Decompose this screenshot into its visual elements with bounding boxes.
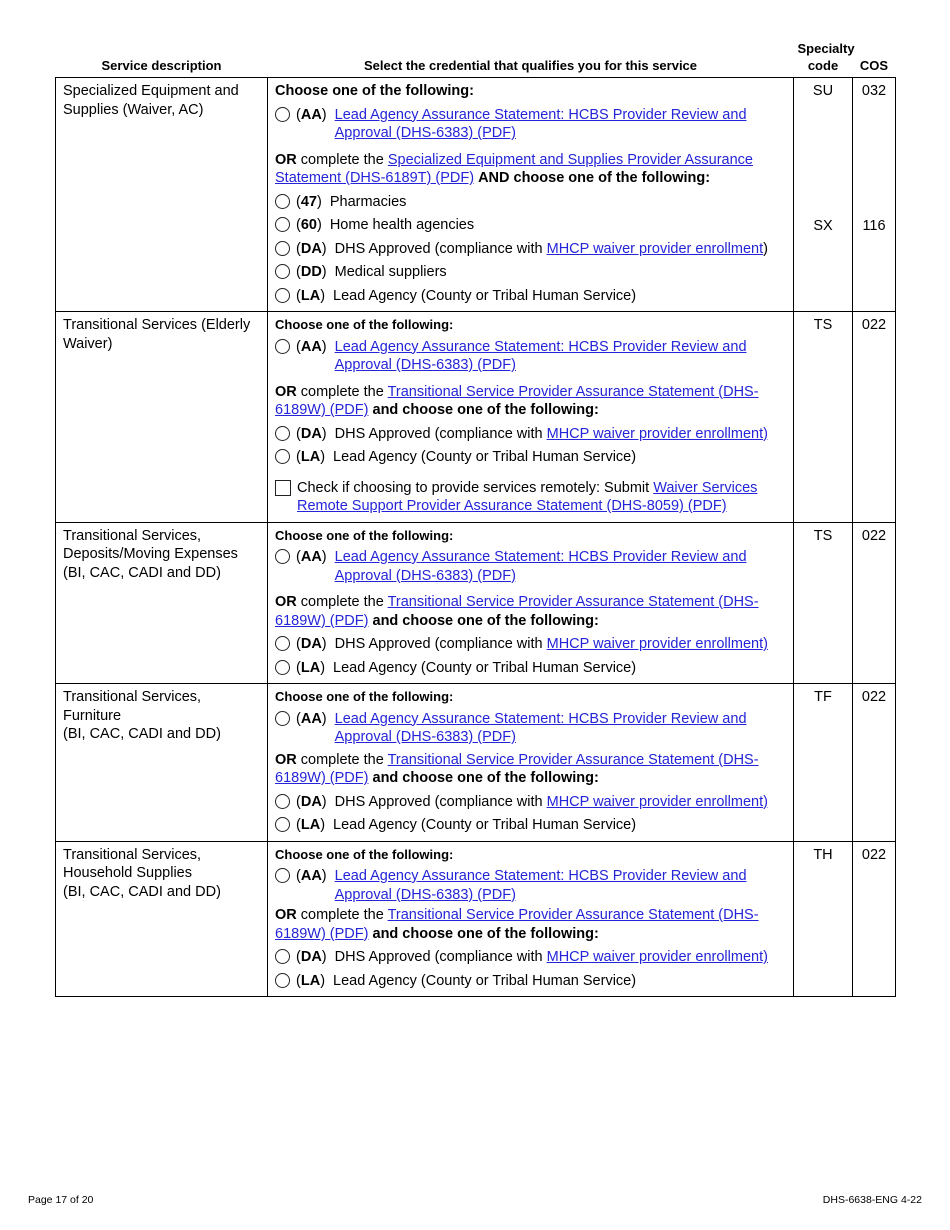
- service-line: Transitional Services,: [63, 846, 202, 863]
- radio-da[interactable]: [275, 241, 290, 256]
- choose-heading: Choose one of the following:: [275, 527, 454, 543]
- table-row: [56, 684, 896, 842]
- link-dhs-6189w[interactable]: Transitional Service Provider Assurance Statement (DHS-6189W) (PDF): [275, 751, 759, 786]
- table-row: [56, 522, 896, 684]
- complete-text: complete the: [300, 151, 384, 168]
- page-number: Page 17 of 20: [28, 1194, 94, 1206]
- specialty-code: TS: [794, 312, 853, 523]
- choose-heading: Choose one of the following:: [275, 689, 454, 704]
- option-text: DHS Approved (compliance with: [334, 425, 543, 442]
- complete-text: complete the: [300, 383, 384, 400]
- cos-code: 022: [853, 684, 896, 842]
- service-line: Furniture: [63, 707, 122, 724]
- radio-la[interactable]: [275, 973, 290, 988]
- option-text: Home health agencies: [329, 217, 475, 233]
- option-da: (DA) DHS Approved (compliance with MHCP waiver provider enrollment): [275, 240, 786, 259]
- option-text: DHS Approved (compliance with: [334, 949, 543, 965]
- option-60: (60) Home health agencies: [275, 216, 786, 235]
- or-word: OR: [275, 151, 297, 168]
- option-la: (LA) Lead Agency (County or Tribal Human Service): [275, 287, 786, 306]
- link-dhs-6189w[interactable]: Transitional Service Provider Assurance Statement (DHS-6189W) (PDF): [275, 383, 759, 418]
- option-code: 47: [300, 193, 317, 210]
- option-code: DA: [300, 636, 322, 652]
- service-line: Transitional Services,: [63, 527, 202, 544]
- radio-47[interactable]: [275, 194, 290, 209]
- option-text: Medical suppliers: [334, 264, 447, 280]
- option-code: AA: [300, 549, 322, 565]
- and-text: and choose one of the following:: [372, 770, 599, 786]
- remote-option: [275, 479, 786, 516]
- and-text: AND choose one of the following:: [478, 170, 711, 186]
- option-text: Lead Agency (County or Tribal Human Service): [333, 972, 637, 989]
- remote-checkbox[interactable]: [275, 480, 291, 496]
- credential-cell: [268, 684, 794, 842]
- remote-text: Check if choosing to provide services remotely: Submit: [297, 479, 650, 496]
- and-text: and choose one of the following:: [372, 612, 599, 629]
- specialty-code: TF: [794, 684, 853, 842]
- option-code: LA: [300, 449, 321, 465]
- link-mhcp-enrollment[interactable]: MHCP waiver provider enrollment): [546, 793, 768, 810]
- cos-code: 022: [853, 841, 896, 997]
- option-code: AA: [300, 106, 322, 123]
- radio-la[interactable]: [275, 449, 290, 464]
- radio-da[interactable]: [275, 949, 290, 964]
- radio-la[interactable]: [275, 660, 290, 675]
- service-description: [56, 684, 268, 842]
- service-line: Deposits/Moving Expenses: [63, 546, 238, 562]
- option-code: AA: [300, 868, 322, 884]
- service-line: Household Supplies: [63, 865, 192, 881]
- option-la: (LA) Lead Agency (County or Tribal Human Service): [275, 448, 786, 467]
- specialty-code: TH: [794, 841, 853, 997]
- option-aa: (AA) Lead Agency Assurance Statement: HCBS Provider Review and Approval (DHS-6383) (PDF): [275, 867, 786, 904]
- or-word: OR: [275, 594, 297, 610]
- choose-heading: Choose one of the following:: [275, 83, 474, 99]
- option-code: DA: [300, 240, 322, 257]
- cos-value: 116: [862, 217, 886, 234]
- choose-heading: Choose one of the following:: [275, 846, 454, 862]
- option-code: LA: [300, 287, 321, 304]
- service-line: (BI, CAC, CADI and DD): [63, 883, 221, 900]
- service-description: [56, 841, 268, 997]
- option-text: Lead Agency (County or Tribal Human Service): [333, 817, 637, 833]
- option-la: (LA) Lead Agency (County or Tribal Human Service): [275, 659, 786, 678]
- link-dhs-6383[interactable]: Lead Agency Assurance Statement: HCBS Provider Review and Approval (DHS-6383) (PDF): [334, 868, 747, 903]
- radio-dd[interactable]: [275, 264, 290, 279]
- form-number: DHS-6638-ENG 4-22: [822, 1194, 922, 1206]
- credential-cell: [268, 522, 794, 684]
- specialty-code: [794, 78, 853, 312]
- option-code: AA: [300, 338, 322, 355]
- credential-cell: [268, 841, 794, 997]
- option-code: DA: [300, 793, 322, 810]
- or-word: OR: [275, 907, 297, 923]
- option-da: (DA) DHS Approved (compliance with MHCP waiver provider enrollment): [275, 425, 786, 444]
- option-text: Lead Agency (County or Tribal Human Service): [333, 287, 637, 304]
- header-specialty: Specialty code: [797, 41, 855, 73]
- or-word: OR: [275, 751, 297, 768]
- option-text: Lead Agency (County or Tribal Human Service): [333, 659, 637, 676]
- service-description: Specialized Equipment and Supplies (Waiver, AC): [56, 78, 268, 312]
- link-mhcp-enrollment[interactable]: MHCP waiver provider enrollment: [546, 240, 764, 257]
- option-code: DA: [300, 949, 322, 965]
- option-code: AA: [300, 710, 322, 727]
- option-da: (DA) DHS Approved (compliance with MHCP waiver provider enrollment): [275, 948, 786, 967]
- link-dhs-6383[interactable]: Lead Agency Assurance Statement: HCBS Provider Review and Approval (DHS-6383) (PDF): [334, 106, 747, 141]
- choose-heading: Choose one of the following:: [275, 317, 454, 332]
- link-dhs-6189w[interactable]: Transitional Service Provider Assurance Statement (DHS-6189W) (PDF): [275, 594, 759, 629]
- option-aa: (AA) Lead Agency Assurance Statement: HCBS Provider Review and Approval (DHS-6383) (PDF): [275, 710, 786, 747]
- link-dhs-6383[interactable]: Lead Agency Assurance Statement: HCBS Provider Review and Approval (DHS-6383) (PDF): [334, 338, 747, 373]
- option-code: DD: [300, 264, 322, 280]
- link-mhcp-enrollment[interactable]: MHCP waiver provider enrollment): [546, 636, 768, 652]
- radio-la[interactable]: [275, 288, 290, 303]
- link-dhs-8059[interactable]: Waiver Services Remote Support Provider Assurance Statement (DHS-8059) (PDF): [297, 479, 758, 514]
- service-description: [56, 522, 268, 684]
- header-credential: Select the credential that qualifies you for this service: [363, 58, 698, 73]
- link-dhs-6383[interactable]: Lead Agency Assurance Statement: HCBS Provider Review and Approval (DHS-6383) (PDF): [334, 549, 747, 584]
- radio-aa[interactable]: [275, 339, 290, 354]
- credential-cell: [268, 78, 794, 312]
- table-row: [56, 312, 896, 523]
- or-word: OR: [275, 383, 297, 400]
- option-code: LA: [300, 817, 321, 833]
- option-47: (47) Pharmacies: [275, 193, 786, 212]
- and-text: and choose one of the following:: [372, 402, 599, 418]
- option-tail: ): [763, 240, 768, 257]
- option-da: (DA) DHS Approved (compliance with MHCP waiver provider enrollment): [275, 793, 786, 812]
- service-line: (BI, CAC, CADI and DD): [63, 564, 221, 581]
- option-text: DHS Approved (compliance with: [334, 793, 543, 810]
- header-service: Service description: [101, 58, 222, 73]
- table-row: [56, 78, 896, 312]
- service-description: Transitional Services (Elderly Waiver): [56, 312, 268, 523]
- or-complete: [275, 593, 786, 630]
- complete-text: complete the: [300, 751, 384, 768]
- cos-value: 032: [861, 83, 887, 99]
- option-da: (DA) DHS Approved (compliance with MHCP waiver provider enrollment): [275, 635, 786, 654]
- radio-aa[interactable]: [275, 549, 290, 564]
- link-mhcp-enrollment[interactable]: MHCP waiver provider enrollment): [546, 425, 768, 442]
- option-code: DA: [300, 425, 322, 442]
- credential-cell: [268, 312, 794, 523]
- or-complete: [275, 151, 786, 188]
- or-complete: [275, 383, 786, 420]
- option-code: LA: [300, 972, 321, 989]
- radio-60[interactable]: [275, 217, 290, 232]
- radio-da[interactable]: [275, 794, 290, 809]
- cos-code: 022: [853, 522, 896, 684]
- option-aa: (AA) Lead Agency Assurance Statement: HCBS Provider Review and Approval (DHS-6383) (PDF): [275, 338, 786, 375]
- link-mhcp-enrollment[interactable]: MHCP waiver provider enrollment): [546, 949, 768, 965]
- link-dhs-6383[interactable]: Lead Agency Assurance Statement: HCBS Provider Review and Approval (DHS-6383) (PDF): [334, 710, 747, 745]
- option-text: Pharmacies: [329, 193, 407, 210]
- option-dd: (DD) Medical suppliers: [275, 263, 786, 282]
- specialty-code-value: SU: [812, 83, 834, 99]
- and-text: and choose one of the following:: [372, 925, 599, 942]
- radio-da[interactable]: [275, 636, 290, 651]
- cos-code: [853, 78, 896, 312]
- service-line: (BI, CAC, CADI and DD): [63, 726, 221, 742]
- option-text: DHS Approved (compliance with: [334, 240, 543, 257]
- radio-aa[interactable]: [275, 107, 290, 122]
- or-complete: [275, 751, 786, 788]
- credential-table: [55, 38, 896, 997]
- complete-text: complete the: [300, 907, 384, 923]
- option-la: (LA) Lead Agency (County or Tribal Human Service): [275, 816, 786, 835]
- option-aa: (AA) Lead Agency Assurance Statement: HCBS Provider Review and Approval (DHS-6383) (PDF): [275, 106, 786, 143]
- cos-code: 022: [853, 312, 896, 523]
- specialty-code-value: SX: [813, 217, 833, 234]
- option-aa: (AA) Lead Agency Assurance Statement: HCBS Provider Review and Approval (DHS-6383) (PDF): [275, 548, 786, 585]
- service-line: Transitional Services,: [63, 689, 202, 705]
- table-row: [56, 841, 896, 997]
- option-text: DHS Approved (compliance with: [334, 636, 543, 652]
- radio-la[interactable]: [275, 817, 290, 832]
- specialty-code: TS: [794, 522, 853, 684]
- option-text: Lead Agency (County or Tribal Human Service): [333, 449, 637, 465]
- option-la: (LA) Lead Agency (County or Tribal Human Service): [275, 972, 786, 991]
- option-code: 60: [300, 217, 317, 233]
- link-dhs-6189w[interactable]: Transitional Service Provider Assurance Statement (DHS-6189W) (PDF): [275, 907, 759, 942]
- link-dhs-6189t[interactable]: Specialized Equipment and Supplies Provider Assurance Statement (DHS-6189T) (PDF): [275, 151, 753, 186]
- radio-aa[interactable]: [275, 711, 290, 726]
- radio-da[interactable]: [275, 426, 290, 441]
- or-complete: [275, 906, 786, 943]
- option-code: LA: [300, 659, 321, 676]
- header-cos: COS: [859, 58, 889, 73]
- complete-text: complete the: [300, 594, 384, 610]
- radio-aa[interactable]: [275, 868, 290, 883]
